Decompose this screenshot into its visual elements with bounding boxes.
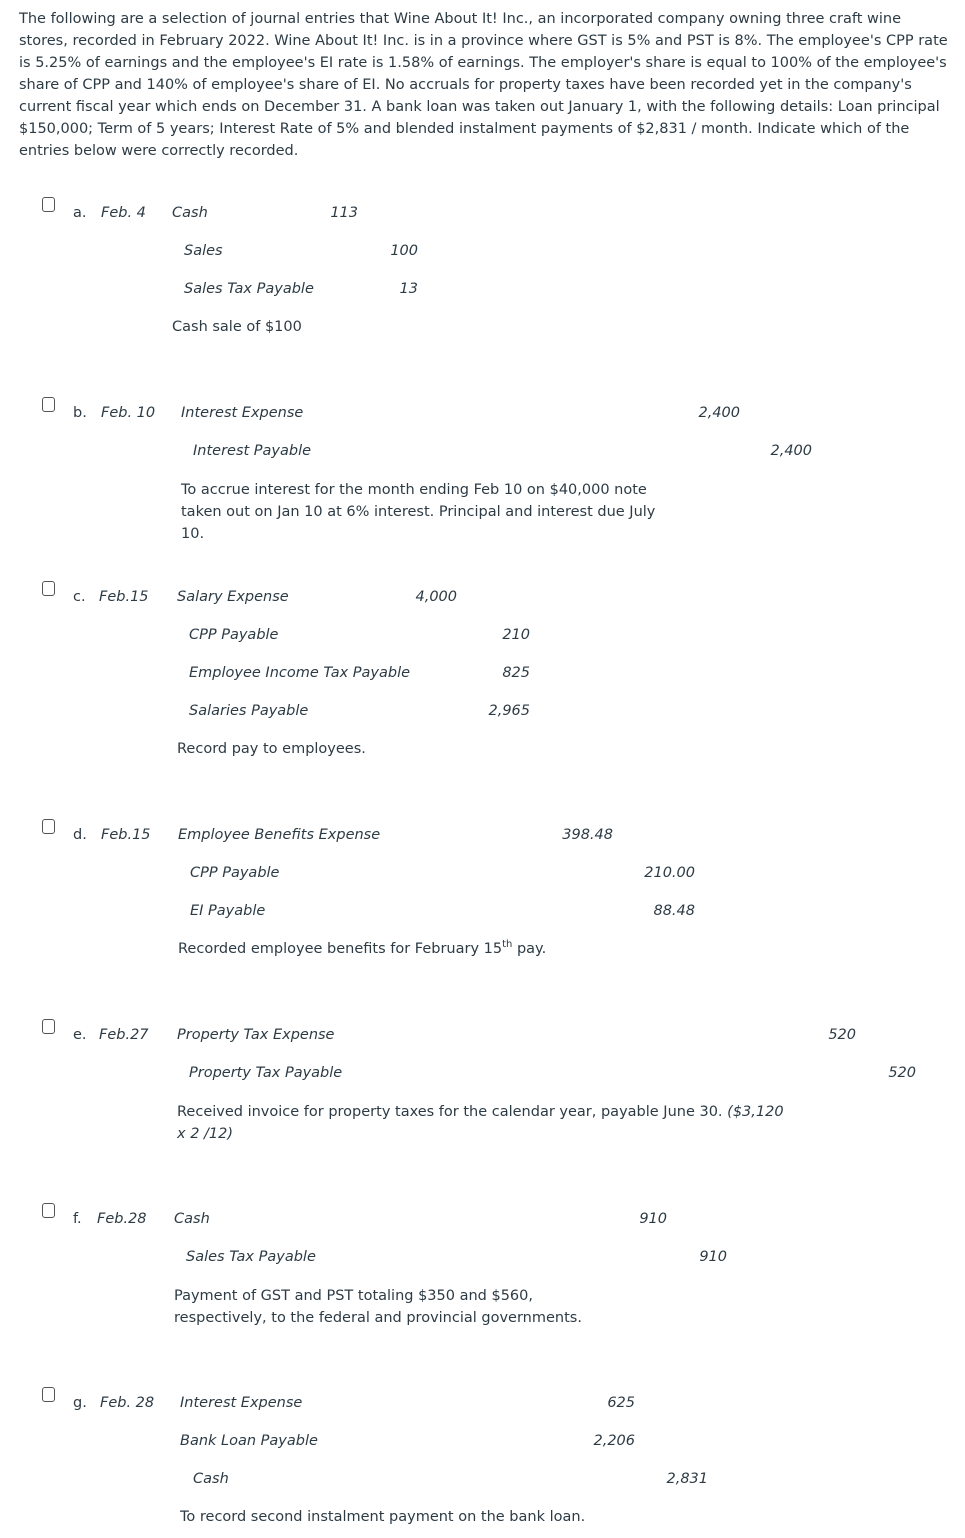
description-text: Recorded employee benefits for February 15 — [178, 941, 503, 957]
credit-account: Employee Income Tax Payable — [189, 665, 411, 681]
entry-date: Feb.15 — [101, 827, 151, 843]
credit-account: CPP Payable — [190, 865, 280, 881]
credit-account: Interest Payable — [193, 443, 312, 459]
option-letter: d. — [73, 827, 87, 843]
credit-amount: 910 — [699, 1249, 727, 1265]
credit-amount: 13 — [399, 281, 418, 297]
description-formula: ($3,120 x 2 /12) — [177, 1104, 784, 1142]
debit-amount: 4,000 — [415, 589, 457, 605]
option-letter: c. — [73, 589, 86, 605]
entry-description — [177, 1101, 787, 1145]
debit-account: Bank Loan Payable — [180, 1433, 318, 1449]
checkbox-f[interactable] — [42, 1203, 55, 1218]
entry-date: Feb. 10 — [101, 405, 156, 421]
checkbox-c[interactable] — [42, 581, 55, 596]
description-superscript: th — [502, 939, 513, 951]
entry-date: Feb. 28 — [100, 1395, 155, 1411]
entry-date: Feb.15 — [99, 589, 149, 605]
entry-description: To accrue interest for the month ending Feb 10 on $40,000 note taken out on Jan 10 at 6% interest. Principal and interest due July 10. — [181, 482, 656, 542]
credit-amount: 520 — [888, 1065, 916, 1081]
credit-account: Sales Tax Payable — [186, 1249, 316, 1265]
debit-account: Cash — [174, 1211, 210, 1227]
debit-account: Salary Expense — [177, 589, 289, 605]
debit-amount: 398.48 — [562, 827, 613, 843]
description-text: pay. — [512, 941, 547, 957]
checkbox-g[interactable] — [42, 1387, 55, 1402]
entry-description: Payment of GST and PST totaling $350 and $560, respectively, to the federal and provincial governments. — [174, 1288, 582, 1326]
credit-account: Sales Tax Payable — [184, 281, 314, 297]
credit-amount: 100 — [390, 243, 418, 259]
debit-amount: 2,400 — [698, 405, 740, 421]
credit-account: Property Tax Payable — [189, 1065, 343, 1081]
debit-amount: 625 — [607, 1395, 635, 1411]
credit-amount: 210 — [502, 627, 530, 643]
option-letter: g. — [73, 1395, 87, 1411]
entry-description: Cash sale of $100 — [172, 319, 302, 335]
debit-account: Interest Expense — [180, 1395, 303, 1411]
question-text: The following are a selection of journal entries that Wine About It! Inc., an incorporated company owning three craft wine stores, recorded in February 2022. Wine About It! Inc. is in a province where GST is 5% and PST is 8%. The employee's CPP rate is 5.25% of earnings and the employee's EI rate is 1.58% of earnings. The employer's share is equal to 100% of the employee's share of CPP and 140% of employee's share of EI. No accruals for property taxes have been recorded yet in the company's current fiscal year which ends on December 31. A bank loan was taken out January 1, with the following details: Loan principal $150,000; Term of 5 years; Interest Rate of 5% and blended instalment payments of $2,831 / month. Indicate which of the entries below were correctly recorded. — [19, 11, 948, 159]
entry-description — [178, 940, 546, 958]
entry-description: Record pay to employees. — [177, 741, 366, 757]
credit-amount: 825 — [502, 665, 530, 681]
credit-amount: 88.48 — [653, 903, 695, 919]
option-letter: f. — [73, 1211, 82, 1227]
checkbox-b[interactable] — [42, 397, 55, 412]
debit-account: Interest Expense — [181, 405, 304, 421]
entry-date: Feb.27 — [99, 1027, 149, 1043]
option-letter: b. — [73, 405, 87, 421]
checkbox-e[interactable] — [42, 1019, 55, 1034]
entry-description: To record second instalment payment on the bank loan. — [180, 1509, 586, 1525]
entry-date: Feb.28 — [97, 1211, 147, 1227]
debit-amount: 2,206 — [593, 1433, 635, 1449]
credit-amount: 2,831 — [666, 1471, 708, 1487]
description-text: Received invoice for property taxes for the calendar year, payable June 30. — [177, 1104, 728, 1120]
credit-account: CPP Payable — [189, 627, 279, 643]
entry-date: Feb. 4 — [101, 205, 146, 221]
option-letter: a. — [73, 205, 87, 221]
option-letter: e. — [73, 1027, 87, 1043]
credit-amount: 210.00 — [644, 865, 695, 881]
debit-account: Cash — [172, 205, 208, 221]
debit-amount: 910 — [639, 1211, 667, 1227]
credit-account: EI Payable — [190, 903, 266, 919]
credit-amount: 2,400 — [770, 443, 812, 459]
credit-account: Sales — [184, 243, 223, 259]
debit-account: Property Tax Expense — [177, 1027, 335, 1043]
credit-amount: 2,965 — [488, 703, 530, 719]
credit-account: Salaries Payable — [189, 703, 309, 719]
credit-account: Cash — [193, 1471, 229, 1487]
checkbox-d[interactable] — [42, 819, 55, 834]
debit-amount: 520 — [828, 1027, 856, 1043]
debit-account: Employee Benefits Expense — [178, 827, 381, 843]
checkbox-a[interactable] — [42, 197, 55, 212]
debit-amount: 113 — [330, 205, 358, 221]
